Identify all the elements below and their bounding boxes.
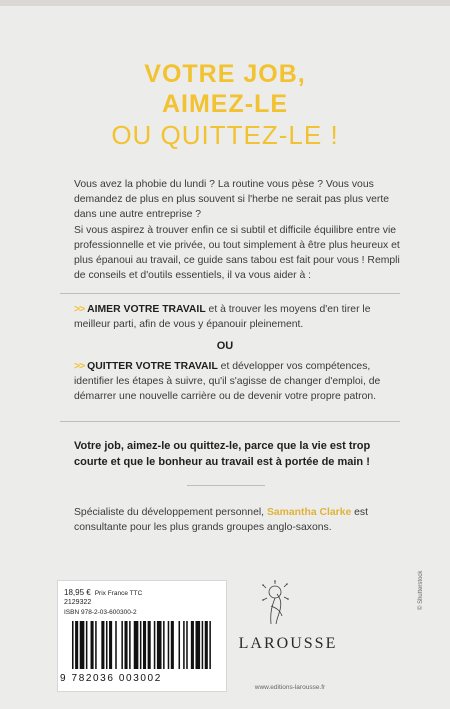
chevron-icon: >> xyxy=(74,304,85,315)
barcode-bar xyxy=(148,621,151,669)
barcode-bar xyxy=(109,621,112,669)
barcode-bar xyxy=(168,621,170,669)
author-bio-before: Spécialiste du développement personnel, xyxy=(74,507,267,518)
top-band xyxy=(0,0,450,6)
title-line-1: VOTRE JOB, xyxy=(144,60,306,88)
barcode-digits: 9 782036 003002 xyxy=(60,673,162,684)
barcode-bar xyxy=(183,621,185,669)
tagline: Votre job, aimez-le ou quittez-le, parce que la vie est trop courte et que le bonheur au travail est à portée de main ! xyxy=(74,440,371,468)
bullet-quit-job-text: et développer vos compétences, identifier les étapes à suivre, qu'il s'agisse de changer d'emploi, de démarrer une nouvelle carrière ou de devenir votre propre patron. xyxy=(74,361,381,402)
photo-credit: © Shutterstock xyxy=(418,570,424,610)
bullet-quit-job-heading: QUITTER VOTRE TRAVAIL xyxy=(87,361,218,372)
intro-paragraph-2: Si vous aspirez à trouver enfin ce si subtil et difficile équilibre entre vie professionnelle et vie privée, ou tout simplement à être plus heureux et plus épanoui au travail, ce guide sans tabou est fait pour vous ! Rempli de conseils et d'outils essentiels, il va vous aider à : xyxy=(74,225,400,281)
dandelion-sower-icon xyxy=(258,580,292,628)
barcode-bar xyxy=(124,621,127,669)
barcode-bar xyxy=(143,621,146,669)
publisher-logo: LAROUSSE xyxy=(238,635,338,652)
barcode-bar xyxy=(134,621,139,669)
intro-paragraph-1: Vous avez la phobie du lundi ? La routine vous pèse ? Vous vous demandez de plus en plus souvent si l'herbe ne serait pas plus verte dans une autre entreprise ? xyxy=(74,179,390,220)
title-line-3: OU QUITTEZ-LE ! xyxy=(111,120,339,150)
barcode-bar xyxy=(205,621,208,669)
barcode-bar xyxy=(154,621,156,669)
barcode-bar xyxy=(80,621,85,669)
barcode-bar xyxy=(191,621,194,669)
barcode-bar xyxy=(86,621,88,669)
barcode-bar xyxy=(115,621,117,669)
barcode-bar xyxy=(163,621,165,669)
barcode-bar xyxy=(140,621,142,669)
barcode-bar xyxy=(75,621,78,669)
barcode-bar xyxy=(157,621,162,669)
barcode-bar xyxy=(195,621,200,669)
price: 18,95 € xyxy=(64,588,91,597)
barcode-bar xyxy=(106,621,108,669)
bullet-quit-job xyxy=(74,359,399,404)
barcode-bar xyxy=(171,621,174,669)
divider-short xyxy=(187,485,265,486)
barcode-bar xyxy=(91,621,94,669)
author-bio-after: est consultante pour les plus grands groupes anglo-saxons. xyxy=(74,507,369,533)
bullet-love-job-text: et à trouver les moyens d'en tirer le meilleur parti, afin de vous y épanouir pleinement. xyxy=(74,304,371,330)
barcode-bar xyxy=(101,621,104,669)
barcode xyxy=(72,621,214,669)
product-code: 2129322 xyxy=(64,599,92,606)
barcode-bar xyxy=(209,621,211,669)
publisher-website: www.editions-larousse.fr xyxy=(254,684,326,691)
author-bio xyxy=(74,505,399,535)
barcode-bar xyxy=(95,621,97,669)
bullet-love-job-heading: AIMER VOTRE TRAVAIL xyxy=(87,304,206,315)
price-barcode-box xyxy=(57,580,227,692)
barcode-bar xyxy=(179,621,181,669)
barcode-bar xyxy=(202,621,204,669)
barcode-bar xyxy=(129,621,131,669)
barcode-bar xyxy=(72,621,74,669)
divider-middle xyxy=(60,421,400,422)
barcode-bar xyxy=(186,621,188,669)
barcode-bar xyxy=(121,621,123,669)
title-line-2: AIMEZ-LE xyxy=(161,90,289,118)
or-separator: OU xyxy=(216,340,234,352)
price-note: Prix France TTC xyxy=(94,590,143,597)
chevron-icon: >> xyxy=(74,361,85,372)
price-line xyxy=(64,588,142,597)
author-name: Samantha Clarke xyxy=(266,507,352,518)
divider-top xyxy=(60,293,400,294)
isbn: ISBN 978-2-03-600300-2 xyxy=(64,609,137,616)
bullet-love-job xyxy=(74,302,399,332)
